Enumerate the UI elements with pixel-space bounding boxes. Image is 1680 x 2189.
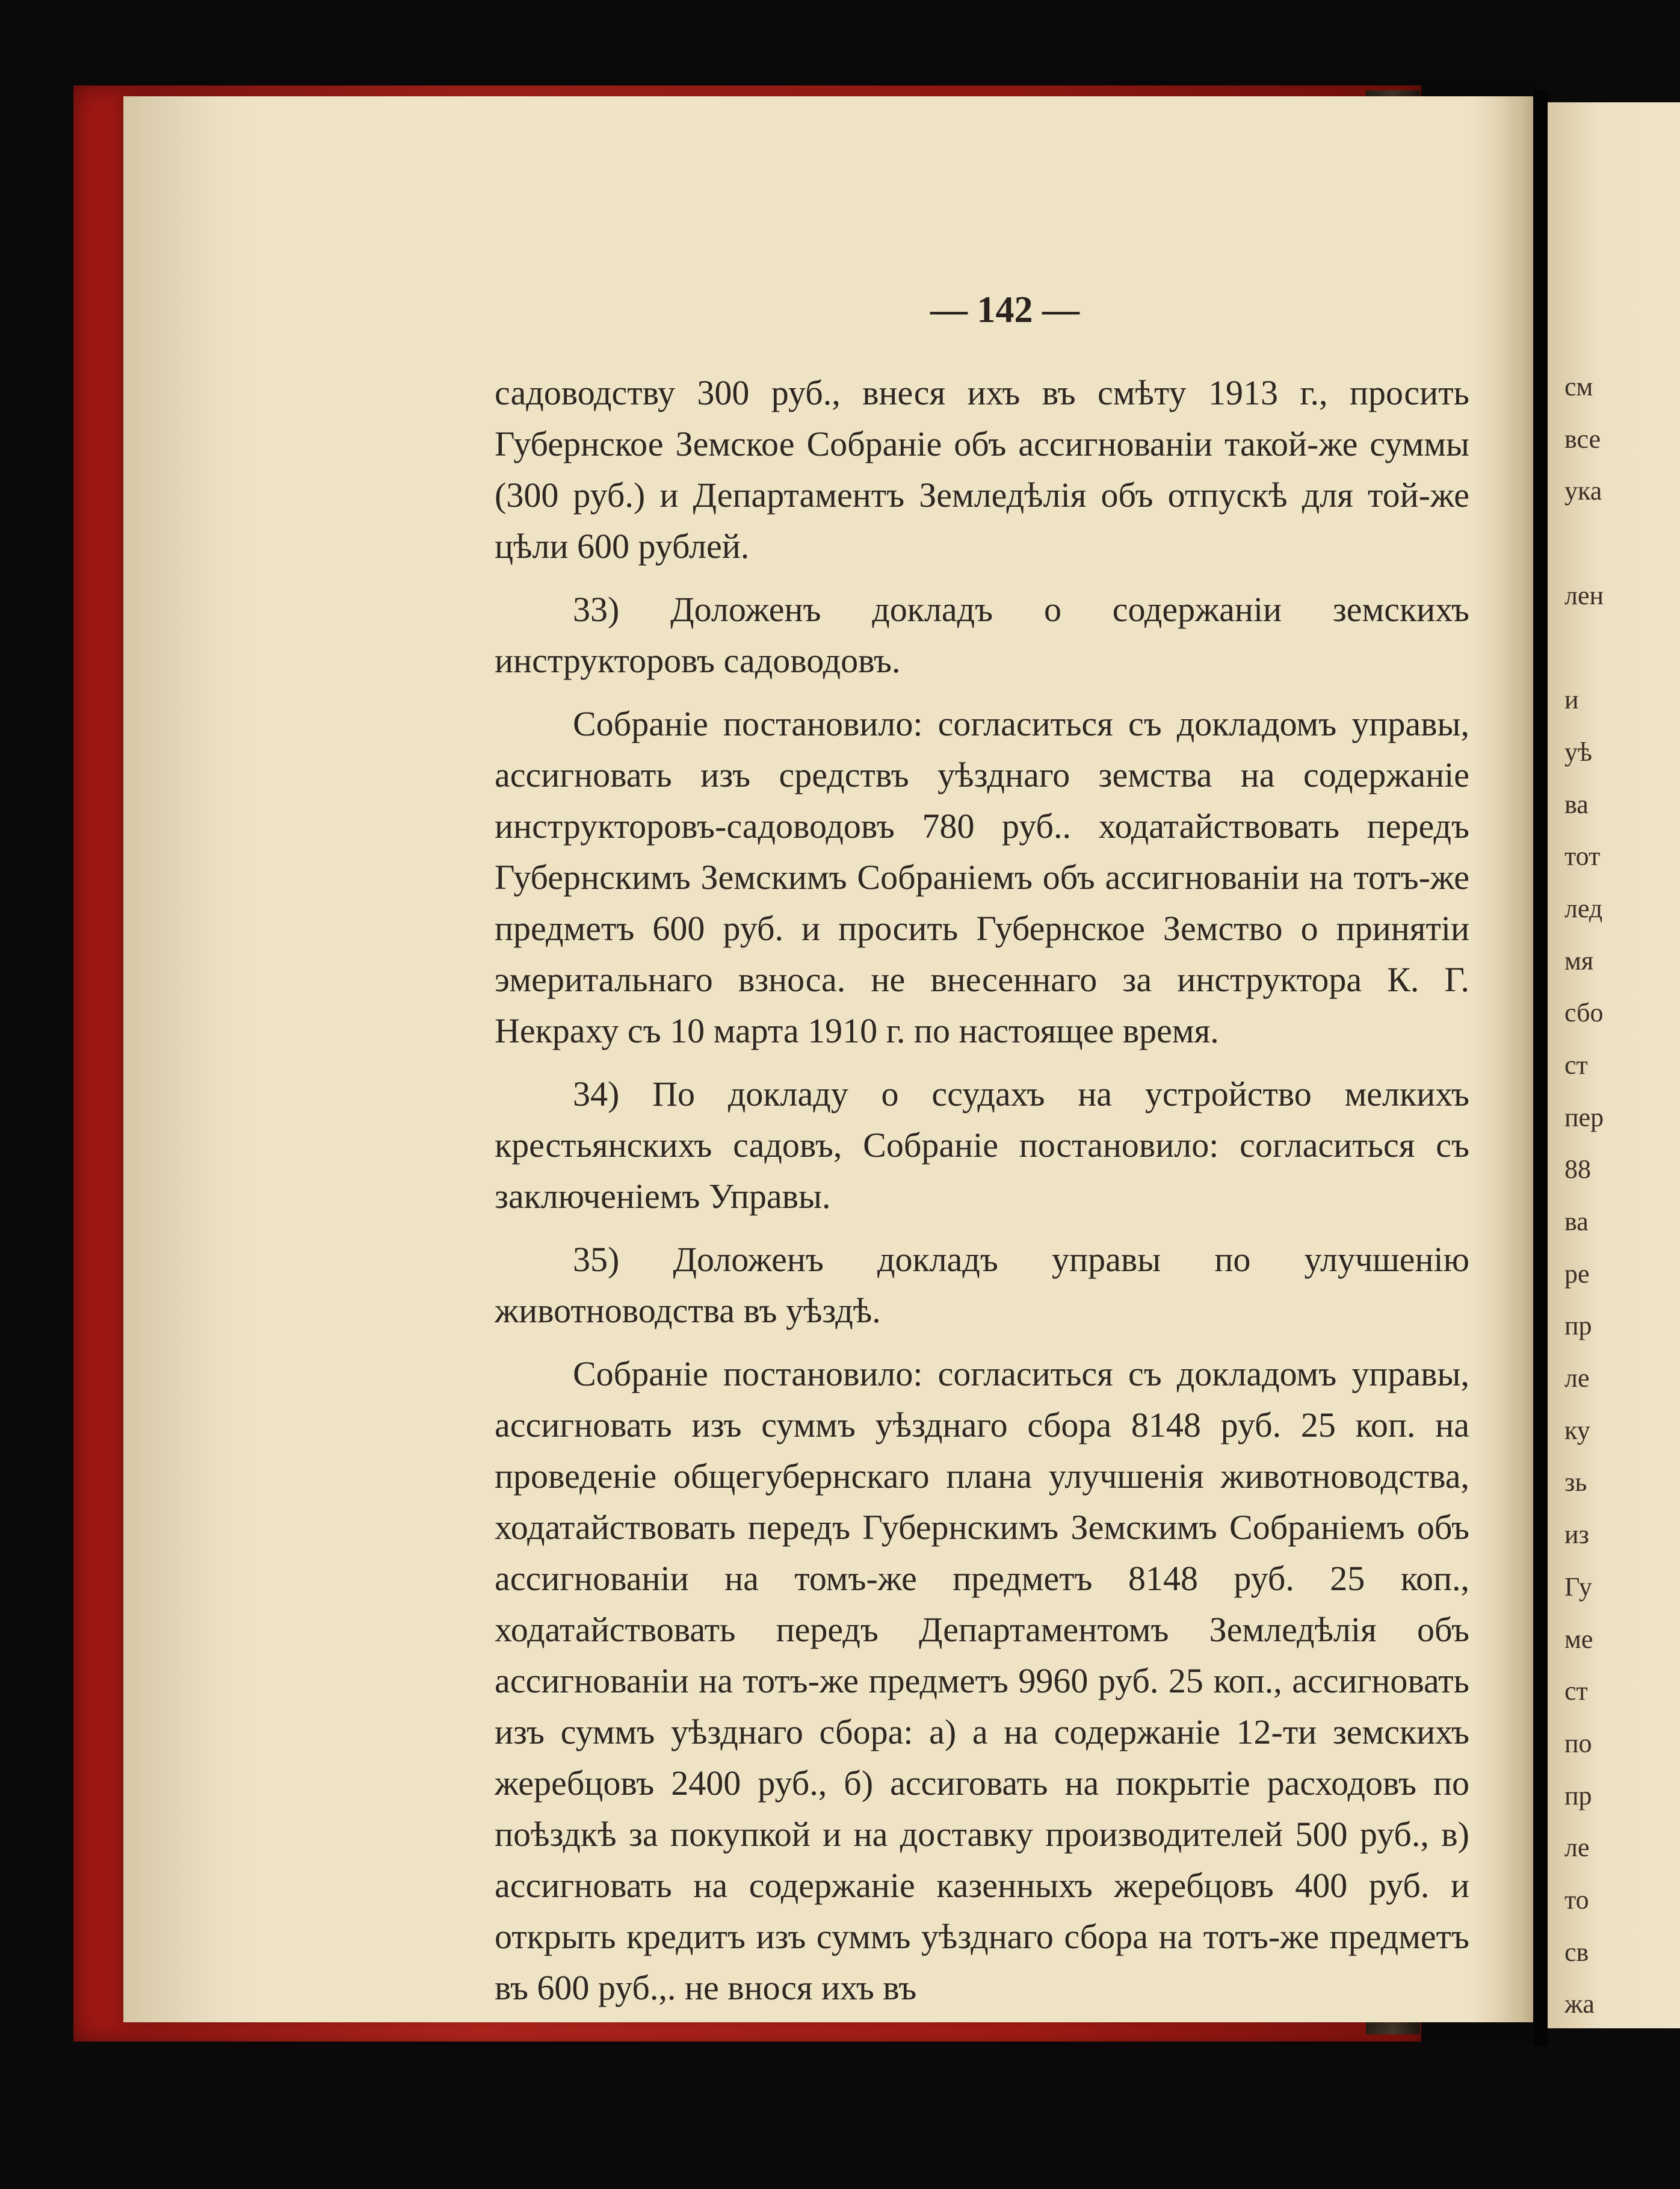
right-page-line: лен [1564, 580, 1604, 610]
right-page-line: уѣ [1564, 737, 1592, 767]
right-page-line: ва [1564, 1207, 1589, 1236]
right-page-text [1564, 361, 1680, 2031]
right-page-line: зь [1564, 1467, 1587, 1497]
right-page-line: пр [1564, 1780, 1592, 1810]
right-page-line: ст [1564, 1050, 1588, 1080]
paragraph-6: Собраніе постановило: согласиться съ докладомъ управы, ассигновать изъ суммъ уѣзднаго сбора 8148 руб. 25 коп. на проведеніе общегубернскаго плана улучшенія животноводства, ходатайствовать передъ Губернскимъ Земскимъ Собраніемъ объ ассигнованіи на томъ-же предметъ 8148 руб. 25 коп., ходатайствовать передъ Департаментомъ Земледѣлія объ ассигнованіи на тотъ-же предметъ 9960 руб. 25 коп., ассигновать изъ суммъ уѣзднаго сбора: а) а на содержаніе 12-ти земскихъ жеребцовъ 2400 руб., б) ассиговать на покрытіе расходовъ по поѣздкѣ за покупкой и на доставку производителей 500 руб., в) ассигновать на содержаніе казенныхъ жеребцовъ 400 руб. и открыть кредитъ изъ суммъ уѣзднаго сбора на тотъ-же предметъ въ 600 руб.,. не внося ихъ въ [495, 1354, 1469, 2007]
right-page-line: ме [1564, 1624, 1593, 1654]
right-page-line: из [1564, 1520, 1589, 1550]
paragraph-4: 34) По докладу о ссудахъ на устройство мелкихъ крестьянскихъ садовъ, Собраніе постановило: согласиться съ заключеніемъ Управы. [495, 1074, 1469, 1216]
right-page-line [1564, 622, 1680, 674]
right-page-line: все [1564, 424, 1601, 454]
right-page-line: ку [1564, 1415, 1590, 1445]
right-page-line: ле [1564, 1833, 1590, 1863]
right-page-line: ст [1564, 1676, 1588, 1706]
paragraph-5: 35) Доложенъ докладъ управы по улучшенію животноводства въ уѣздѣ. [495, 1240, 1469, 1330]
paragraph-2: 33) Доложенъ докладъ о содержаніи земскихъ инструкторовъ садоводовъ. [495, 590, 1469, 680]
right-page-line: сбо [1564, 998, 1604, 1028]
right-page-line: пер [1564, 1102, 1604, 1132]
page-text [495, 367, 1469, 2025]
paragraph-3: Собраніе постановило: согласиться съ докладомъ управы, ассигновать изъ средствъ уѣзднаго земства на содержаніе инструкторовъ-садоводовъ 780 руб.. ходатайствовать передъ Губернскимъ Земскимъ Собраніемъ объ ассигнованіи на тотъ-же предметъ 600 руб. и просить Губернское Земство о принятіи эмеритальнаго взноса. не внесеннаго за инструктора К. Г. Некраху съ 10 марта 1910 г. по настоящее время. [495, 704, 1469, 1050]
book-gutter [1533, 90, 1548, 2046]
right-page-line: Гу [1564, 1571, 1592, 1602]
right-page-line: пр [1564, 1311, 1592, 1341]
right-page-line: лед [1564, 893, 1603, 923]
right-page-line: по [1564, 1728, 1592, 1758]
right-page-line: см [1564, 372, 1593, 401]
right-page-line: тот [1564, 841, 1601, 872]
right-page-line: ука [1564, 476, 1602, 506]
page-number: — 142 — [930, 289, 1079, 330]
right-page-line: ва [1564, 789, 1589, 819]
page-curve-shadow [1468, 96, 1534, 2022]
right-page-line [1564, 518, 1680, 570]
right-page-line: 88 [1564, 1154, 1591, 1184]
paragraph-1: садоводству 300 руб., внеся ихъ въ смѣту 1913 г., просить Губернское Земское Собраніе объ ассигнованіи такой-же суммы (300 руб.) и Департаментъ Земледѣлія объ отпускѣ для той-же цѣли 600 рублей. [495, 373, 1469, 566]
right-page-line: мя [1564, 946, 1594, 976]
right-page-line: ле [1564, 1363, 1590, 1393]
right-page-line: ре [1564, 1259, 1590, 1289]
right-page-line: и [1564, 685, 1579, 715]
right-page-line: св [1564, 1937, 1589, 1967]
page-edge-shadow [123, 96, 256, 2022]
right-page-line: жа [1564, 1989, 1595, 2019]
right-page-line: то [1564, 1884, 1589, 1915]
